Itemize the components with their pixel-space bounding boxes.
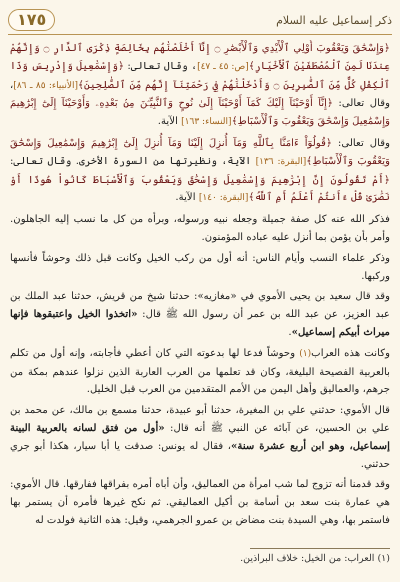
- paragraph-text: وكانت هذه العراب: [311, 347, 390, 359]
- verse-reference: [الأنبياء: ٨٥ ـ ٨٦]: [13, 80, 78, 91]
- paragraph-text: .: [288, 326, 292, 338]
- paragraph-text: ، وقال تعالى:: [124, 60, 198, 72]
- verse-reference: [البقرة: ١٣٦]: [255, 156, 307, 167]
- quran-verse: ﴿وَإِسْحَٰقَ وَيَعْقُوبَ أُوْلِي ٱلْأَيْدِي وَٱلْأَبْصَٰرِ ۝ إِنَّآ أَخْلَصْنَٰهُم بِخَالِصَةٍ ذِكْرَى ٱلدَّارِ ۝ وَإِنَّهُمْ عِندَنَا لَمِنَ ٱلْمُصْطَفَيْنَ ٱلْأَخْيَارِ﴾: [10, 43, 390, 72]
- paragraph-text: وذكر علماء النسب وأيام الناس: أنه أول من ركب الخيل وكانت قبل ذلك وحوشاً فأنسها وركبها.: [10, 252, 390, 282]
- hadith-quote: «اتخذوا الخيل واعتبقوها فإنها ميراث أبيكم إسماعيل»: [10, 308, 390, 338]
- paragraph-text: الآية.: [157, 116, 182, 128]
- quran-verse: ﴿إِنَّآ أَوْحَيْنَآ إِلَيْكَ كَمَآ أَوْحَيْنَآ إِلَىٰ نُوحٍ وَٱلنَّبِيِّـۧنَ مِنۢ بَعْدِهِۦ وَأَوْحَيْنَآ إِلَىٰٓ إِبْرَٰهِيمَ وَإِسْمَٰعِيلَ وَإِسْحَٰقَ وَيَعْقُوبَ وَٱلْأَسْبَاطِ﴾: [10, 98, 390, 128]
- paragraph-text: الآية، ونظيرتها من السورة الأخرى. وقال تعالى:: [10, 155, 256, 167]
- verse-reference: [البقرة: ١٤٠]: [198, 193, 249, 204]
- paragraph-text: قال الأموي: حدثني علي بن المغيرة، حدثنا أبو عبيدة، حدثنا مسمع بن مالك، عن محمد بن علي بن الحسين، عن آبائه عن النبي ﷺ أنه قال:: [10, 405, 390, 434]
- paragraph-text: الآية.: [175, 192, 199, 204]
- paragraph-text: ، فقال له يونس: صدقت يا أبا سيار، هكذا أبو جري حدثني.: [10, 440, 390, 470]
- paragraph: [10, 345, 390, 399]
- footnote-text: العراب: من الخيل: خلاف البراذين.: [240, 553, 375, 564]
- paragraph-text: وقد قدمنا أنه تزوج لما شب امرأة من العماليق، وأن أباه أمره بفراقها ففارقها. قال الأموي: هي عمارة بنت سعد بن أسامة بن أكيل العماليقي. ثم نكح غيرها فأمره أن يستمر بها فاستمر بها، وهي السيدة بنت مضاض بن عمرو الجرهمي، وقيل: هذه الثانية فولدت له: [10, 479, 390, 526]
- hadith-quote: «أول من فتق لسانه بالعربية البينة إسماعيل، وهو ابن أربع عشرة سنة»: [10, 421, 390, 452]
- quran-verse: ﴿قُولُوٓاْ ءَامَنَّا بِٱللَّهِ وَمَآ أُنزِلَ إِلَيْنَا وَمَآ أُنزِلَ إِلَىٰٓ إِبْرَٰهِيمَ وَإِسْمَٰعِيلَ وَإِسْحَٰقَ وَيَعْقُوبَ وَٱلْأَسْبَاطِ﴾: [10, 137, 390, 167]
- quran-verse: ﴿أَمْ تَقُولُونَ إِنَّ إِبْرَٰهِيمَ وَإِسْمَٰعِيلَ وَإِسْحَٰقَ وَيَعْقُوبَ وَٱلْأَسْبَاطَ كَانُواْ هُودًا أَوْ نَصَٰرَىٰ قُلْ ءَأَنتُمْ أَعْلَمُ أَمِ ٱللَّهُ﴾: [10, 174, 390, 204]
- paragraph: [10, 40, 390, 132]
- paragraph-text: ، وقال تعالى:: [10, 79, 390, 110]
- footnote-divider: [250, 548, 390, 549]
- verse-reference: [ص: ٤٥ ـ ٤٧]: [197, 61, 249, 72]
- paragraph-text: وقال تعالى:: [332, 137, 390, 149]
- paragraph-text: وحوشاً فدعا لها بدعوته التي كان أعطي فأجابته، وإنه أول من تكلم بالعربية الفصيحة البليغة، وكان قد تعلمها من العرب العاربة الذين نزلوا عندهم بمكة من جرهم، والعماليق وأهل اليمن من الأمم المتقدمين من العرب قبل الخليل.: [10, 347, 390, 396]
- footnote-marker: (١): [377, 553, 390, 564]
- verse-reference: (١): [299, 348, 312, 359]
- page-number: ١٧٥: [8, 9, 55, 31]
- paragraph: [10, 288, 390, 341]
- running-title: ذكر إسماعيل عليه السلام: [276, 13, 392, 27]
- quran-verse: ﴿وَإِسْمَٰعِيلَ وَإِدْرِيسَ وَذَا ٱلْكِفْلِ كُلٌّ مِّنَ ٱلصَّٰبِرِينَ ۝ وَأَدْخَلْنَٰهُمْ فِي رَحْمَتِنَآ إِنَّهُم مِّنَ ٱلصَّٰلِحِينَ﴾: [10, 60, 390, 91]
- paragraph-text: وقد قال سعيد بن يحيى الأموي في «مغازيه»: حدثنا شيخ من قريش، حدثنا عبد الملك بن عبد العزيز، عن عبد الله بن عمر أن رسول الله ﷺ قال:: [10, 291, 390, 321]
- footnote: [10, 553, 390, 564]
- paragraph-text: فذكر الله عنه كل صفة جميلة وجعله نبيه ورسوله، وبرأه من كل ما نسب إليه الجاهلون. وأمر بأن يؤمن بما أنزل عليه عباده المؤمنون.: [10, 214, 390, 243]
- paragraph: [10, 135, 390, 208]
- paragraph: [10, 476, 390, 529]
- paragraph: [10, 211, 390, 247]
- paragraph: [10, 402, 390, 473]
- header-divider: [8, 34, 392, 35]
- paragraph: [10, 250, 390, 286]
- verse-reference: [النساء: ١٦٣]: [181, 117, 232, 128]
- page-body: [10, 40, 390, 540]
- page-header: [8, 8, 392, 32]
